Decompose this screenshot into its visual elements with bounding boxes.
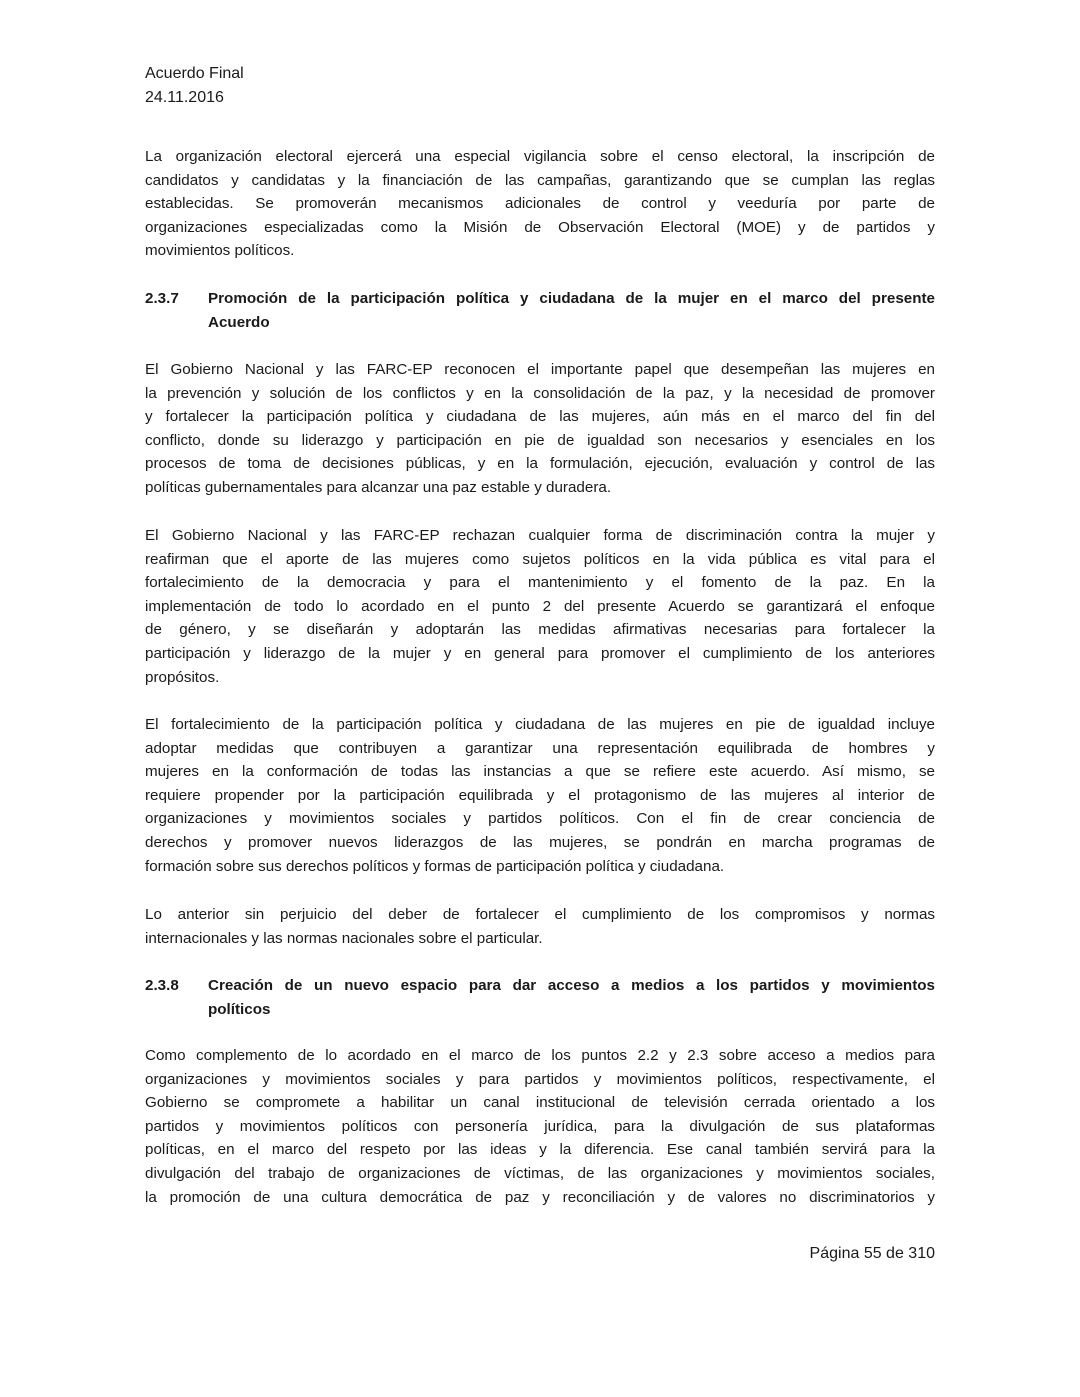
text-line: formación sobre sus derechos políticos y formas de participación política y ciudadana. xyxy=(145,857,725,875)
paragraph xyxy=(145,524,935,689)
text-line: organizaciones y movimientos sociales y para partidos y movimientos políticos, respectivamente, el xyxy=(145,1070,935,1088)
text-line: conflicto, donde su liderazgo y participación en pie de igualdad son necesarios y esenciales en los xyxy=(145,431,935,449)
text-line: candidatos y candidatas y la financiación de las campañas, garantizando que se cumplan las reglas xyxy=(145,171,935,189)
text-line: la promoción de una cultura democrática de paz y reconciliación y de valores no discriminatorios y xyxy=(145,1188,935,1206)
heading-line: Acuerdo xyxy=(208,313,270,331)
document-date: 24.11.2016 xyxy=(145,89,224,106)
text-line: políticas, en el marco del respeto por las ideas y la diferencia. Ese canal también servirá para la xyxy=(145,1141,935,1159)
paragraph xyxy=(145,1044,935,1209)
text-line: de género, y se diseñarán y adoptarán las medidas afirmativas necesarias para fortalecer la xyxy=(145,621,935,639)
text-line: organizaciones y movimientos sociales y partidos políticos. Con el fin de crear conciencia de xyxy=(145,810,935,828)
text-line: adoptar medidas que contribuyen a garantizar una representación equilibrada de hombres y xyxy=(145,739,935,757)
text-line: establecidas. Se promoverán mecanismos adicionales de control y veeduría por parte de xyxy=(145,195,935,213)
text-line: El fortalecimiento de la participación política y ciudadana de las mujeres en pie de igualdad incluye xyxy=(145,716,935,733)
paragraph xyxy=(145,145,935,263)
text-line: reafirman que el aporte de las mujeres como sujetos políticos en la vida pública es vital para el xyxy=(145,550,935,568)
text-line: movimientos políticos. xyxy=(145,242,295,260)
text-line: Lo anterior sin perjuicio del deber de fortalecer el cumplimiento de los compromisos y normas xyxy=(145,906,935,923)
text-line: derechos y promover nuevos liderazgos de las mujeres, se pondrán en marcha programas de xyxy=(145,833,935,851)
section-number: 2.3.8 xyxy=(145,977,179,994)
text-line: implementación de todo lo acordado en el punto 2 del presente Acuerdo se garantizará el enfoque xyxy=(145,597,935,615)
text-line: procesos de toma de decisiones públicas, y en la formulación, ejecución, evaluación y control de las xyxy=(145,455,935,473)
text-line: mujeres en la conformación de todas las instancias a que se refiere este acuerdo. Así mismo, se xyxy=(145,763,935,781)
text-line: la prevención y solución de los conflictos y en la consolidación de la paz, y la necesidad de promover xyxy=(145,384,935,402)
text-line: partidos y movimientos políticos con personería jurídica, para la divulgación de sus plataformas xyxy=(145,1117,935,1135)
text-line: requiere propender por la participación equilibrada y el protagonismo de las mujeres al interior de xyxy=(145,786,935,804)
section-number: 2.3.7 xyxy=(145,290,179,307)
heading-line: políticos xyxy=(208,1000,271,1018)
text-line: propósitos. xyxy=(145,668,220,686)
text-line: participación y liderazgo de la mujer y en general para promover el cumplimiento de los anteriores xyxy=(145,644,935,662)
text-line: Como complemento de lo acordado en el marco de los puntos 2.2 y 2.3 sobre acceso a medios para xyxy=(145,1047,935,1064)
paragraph xyxy=(145,358,935,500)
text-line: fortalecimiento de la democracia y para el mantenimiento y el fomento de la paz. En la xyxy=(145,574,935,592)
section-title xyxy=(208,974,935,1021)
text-line: La organización electoral ejercerá una especial vigilancia sobre el censo electoral, la inscripción de xyxy=(145,148,935,165)
text-line: El Gobierno Nacional y las FARC-EP rechazan cualquier forma de discriminación contra la mujer y xyxy=(145,527,935,544)
text-line: Gobierno se compromete a habilitar un canal institucional de televisión cerrada orientado a los xyxy=(145,1094,935,1112)
text-line: divulgación del trabajo de organizaciones de víctimas, de las organizaciones y movimientos sociales, xyxy=(145,1164,935,1182)
text-line: El Gobierno Nacional y las FARC-EP reconocen el importante papel que desempeñan las mujeres en xyxy=(145,361,935,378)
text-line: y fortalecer la participación política y ciudadana de las mujeres, aún más en el marco del fin del xyxy=(145,408,935,426)
text-line: organizaciones especializadas como la Misión de Observación Electoral (MOE) y de partidos y xyxy=(145,218,935,236)
section-title xyxy=(208,287,935,334)
heading-line: Promoción de la participación política y ciudadana de la mujer en el marco del presente xyxy=(208,290,935,307)
heading-line: Creación de un nuevo espacio para dar acceso a medios a los partidos y movimientos xyxy=(208,977,935,994)
document-title: Acuerdo Final xyxy=(145,65,244,82)
text-line: políticas gubernamentales para alcanzar una paz estable y duradera. xyxy=(145,478,612,496)
paragraph xyxy=(145,713,935,878)
page-number: Página 55 de 310 xyxy=(809,1245,935,1262)
paragraph xyxy=(145,903,935,950)
text-line: internacionales y las normas nacionales sobre el particular. xyxy=(145,929,543,947)
